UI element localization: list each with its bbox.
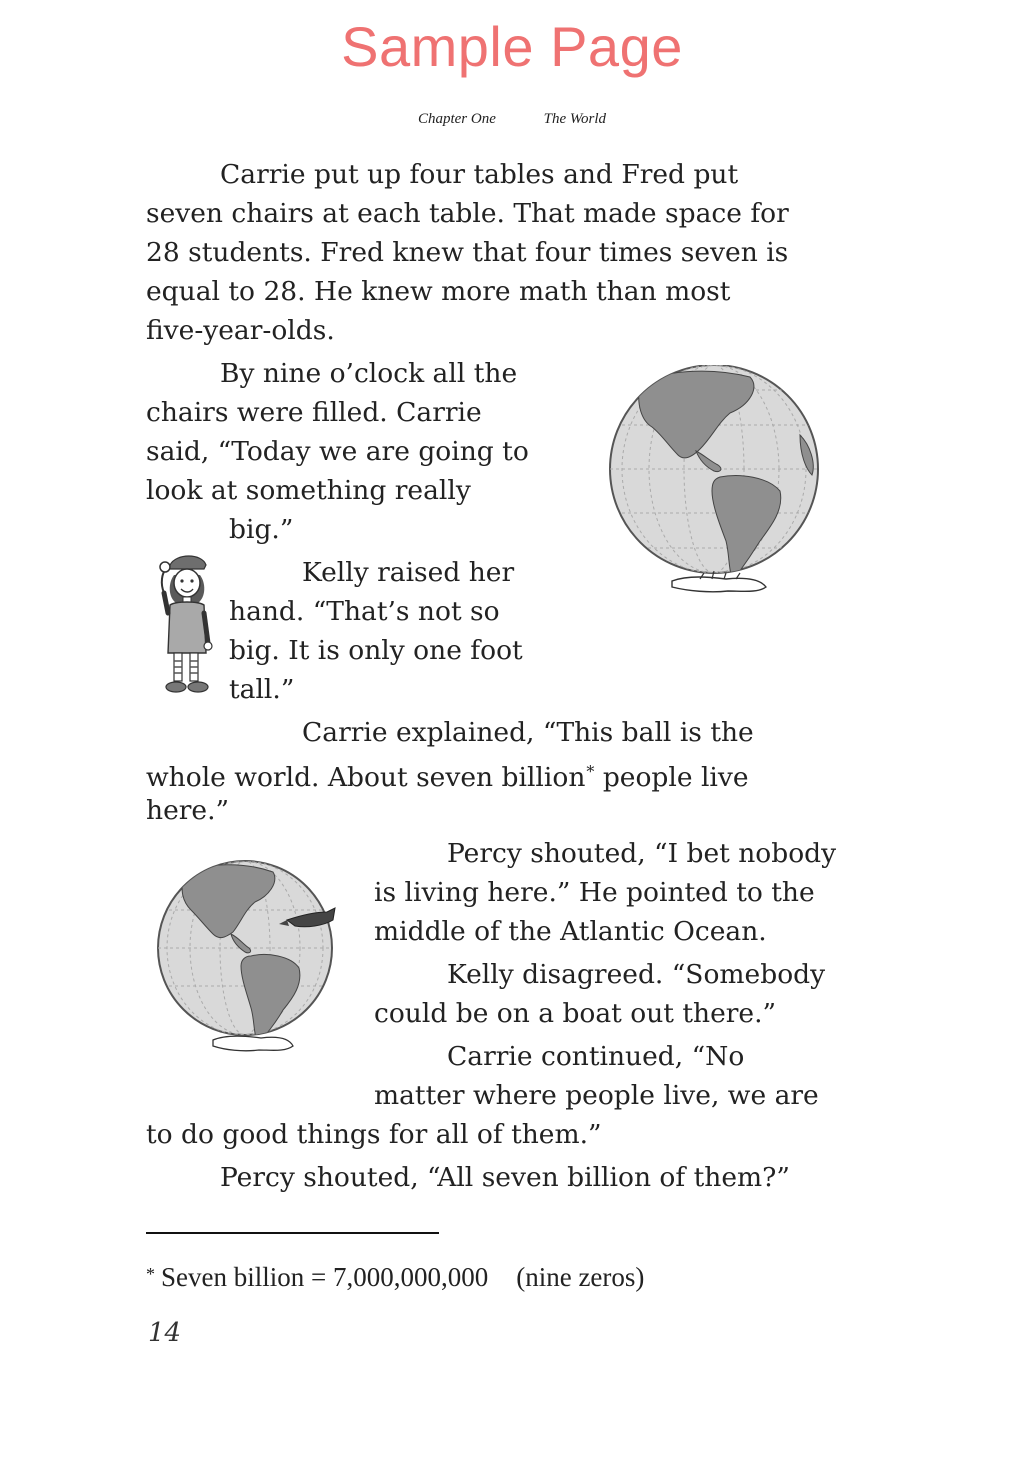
text-line: chairs were filled. Carrie [146, 397, 482, 428]
girl-raising-hand-icon [154, 553, 214, 703]
text-line: hand. “That’s not so [229, 596, 500, 627]
text-line: five-year-olds. [146, 315, 335, 346]
text-line: 28 students. Fred knew that four times seven is [146, 237, 789, 268]
text-line: Carrie continued, “No [447, 1041, 745, 1072]
footnote [146, 1262, 644, 1293]
text-fragment: whole world. About seven billion [146, 762, 586, 793]
watermark: Sample Page [341, 15, 683, 78]
page-number: 14 [148, 1318, 182, 1348]
text-line: said, “Today we are going to [146, 436, 529, 467]
globe-on-hand-icon [600, 365, 830, 600]
text-line: big. It is only one foot [229, 635, 523, 666]
text-line: Carrie explained, “This ball is the [302, 717, 754, 748]
text-line: middle of the Atlantic Ocean. [374, 916, 767, 947]
text-line: big.” [229, 514, 294, 545]
text-line: look at something really [146, 475, 471, 506]
text-fragment: people live [594, 762, 749, 793]
text-line: By nine o’clock all the [220, 358, 518, 389]
text-line: could be on a boat out there.” [374, 998, 777, 1029]
text-line: here.” [146, 795, 230, 826]
footnote-note: (nine zeros) [516, 1262, 645, 1292]
text-line: Carrie put up four tables and Fred put [220, 159, 739, 190]
text-line: is living here.” He pointed to the [374, 877, 815, 908]
text-line: Kelly disagreed. “Somebody [447, 959, 826, 990]
footnote-divider [146, 1232, 439, 1234]
footnote-mark: * [146, 1264, 155, 1284]
footnote-marker: * [586, 762, 595, 781]
footnote-text: Seven billion = 7,000,000,000 [161, 1262, 489, 1292]
text-line: Percy shouted, “I bet nobody [447, 838, 837, 869]
text-line: equal to 28. He knew more math than most [146, 276, 731, 307]
text-line: tall.” [229, 674, 295, 705]
chapter-title: The World [543, 111, 607, 127]
text-line: Kelly raised her [302, 557, 515, 588]
text-line [146, 757, 749, 793]
chapter-label: Chapter One [417, 111, 496, 127]
text-line: seven chairs at each table. That made space for [146, 198, 789, 229]
globe-with-pointing-hand-icon [155, 860, 345, 1055]
text-line: to do good things for all of them.” [146, 1119, 602, 1150]
running-head [0, 111, 1024, 128]
text-line: Percy shouted, “All seven billion of them?” [220, 1162, 790, 1193]
text-line: matter where people live, we are [374, 1080, 819, 1111]
